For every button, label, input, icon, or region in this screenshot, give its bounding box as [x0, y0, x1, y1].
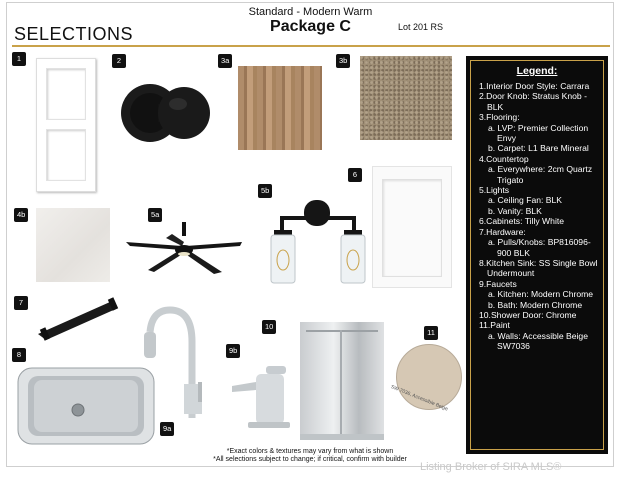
badge-3a: 3a — [218, 54, 232, 68]
legend-title: Legend: — [516, 65, 558, 77]
legend-item-pulls: a. Pulls/Knobs: BP816096-900 BLK — [488, 237, 591, 258]
legend-item-kitchen-sink: 8.Kitchen Sink: SS Single Bowl Undermount — [479, 257, 598, 279]
interior-door-image — [36, 58, 96, 192]
legend-item-door-knob: 2.Door Knob: Stratus Knob - BLK — [479, 91, 587, 112]
selections-heading: SELECTIONS — [14, 24, 134, 44]
legend-item-faucets: 9.Faucets — [479, 278, 517, 289]
badge-9b: 9b — [226, 344, 240, 358]
badge-2: 2 — [112, 54, 126, 68]
badge-4b: 4b — [14, 208, 28, 222]
bath-faucet-image — [226, 360, 300, 430]
legend-item-kitchen-faucet: a. Kitchen: Modern Chrome — [488, 289, 594, 300]
legend-item-flooring: 3.Flooring: — [479, 112, 520, 123]
badge-1: 1 — [12, 52, 26, 66]
legend-item-hardware: 7.Hardware: — [479, 226, 526, 237]
vanity-light-image — [270, 198, 366, 290]
badge-9a: 9a — [160, 422, 174, 436]
carpet-swatch — [360, 56, 452, 140]
door-knob-image — [120, 68, 212, 158]
lot-label: Lot 201 RS — [398, 22, 444, 32]
legend-item-vanity: b. Vanity: BLK — [488, 205, 542, 216]
badge-10: 10 — [262, 320, 276, 334]
ceiling-fan-image — [122, 220, 248, 276]
legend-panel — [466, 56, 608, 454]
badge-7: 7 — [14, 296, 28, 310]
paint-swatch-label: SW 7036, Accessible Beige — [389, 384, 449, 413]
legend-list — [475, 81, 599, 352]
badge-11: 11 — [424, 326, 438, 340]
package-title: Package C — [270, 18, 351, 35]
package-subtitle: Standard - Modern Warm — [248, 6, 373, 18]
kitchen-sink-image — [16, 366, 156, 448]
lvp-swatch — [238, 66, 322, 150]
legend-item-countertop-everywhere: a. Everywhere: 2cm Quartz Trigato — [488, 164, 593, 185]
shower-door-image — [300, 322, 384, 440]
badge-5b: 5b — [258, 184, 272, 198]
legend-item-carpet: b. Carpet: L1 Bare Mineral — [488, 143, 589, 154]
kitchen-faucet-image — [140, 302, 210, 420]
cabinet-door-image — [372, 166, 452, 288]
cabinet-pull-image — [36, 296, 130, 342]
legend-item-countertop: 4.Countertop — [479, 153, 529, 164]
legend-item-lvp: a. LVP: Premier Collection Envy — [488, 122, 589, 144]
badge-6: 6 — [348, 168, 362, 182]
legend-item-ceiling-fan: a. Ceiling Fan: BLK — [488, 195, 563, 206]
legend-item-shower-door: 10.Shower Door: Chrome — [479, 309, 577, 320]
footnote-line-2: *All selections subject to change; if critical, confirm with builder — [213, 456, 407, 463]
badge-5a: 5a — [148, 208, 162, 222]
legend-item-lights: 5.Lights — [479, 185, 510, 196]
mls-watermark: Listing Broker of SIRA MLS® — [420, 461, 562, 473]
legend-item-bath-faucet: b. Bath: Modern Chrome — [488, 299, 583, 310]
quartz-swatch — [36, 208, 110, 282]
legend-item-cabinets: 6.Cabinets: Tilly White — [479, 216, 565, 227]
footnote-line-1: *Exact colors & textures may vary from what is shown — [226, 448, 394, 455]
header-divider — [12, 45, 610, 47]
legend-item-walls: a. Walls: Accessible Beige SW7036 — [488, 330, 588, 352]
badge-8: 8 — [12, 348, 26, 362]
badge-3b: 3b — [336, 54, 350, 68]
legend-item-door-style: 1.Interior Door Style: Carrara — [479, 81, 590, 91]
legend-item-paint: 11.Paint — [479, 320, 510, 331]
